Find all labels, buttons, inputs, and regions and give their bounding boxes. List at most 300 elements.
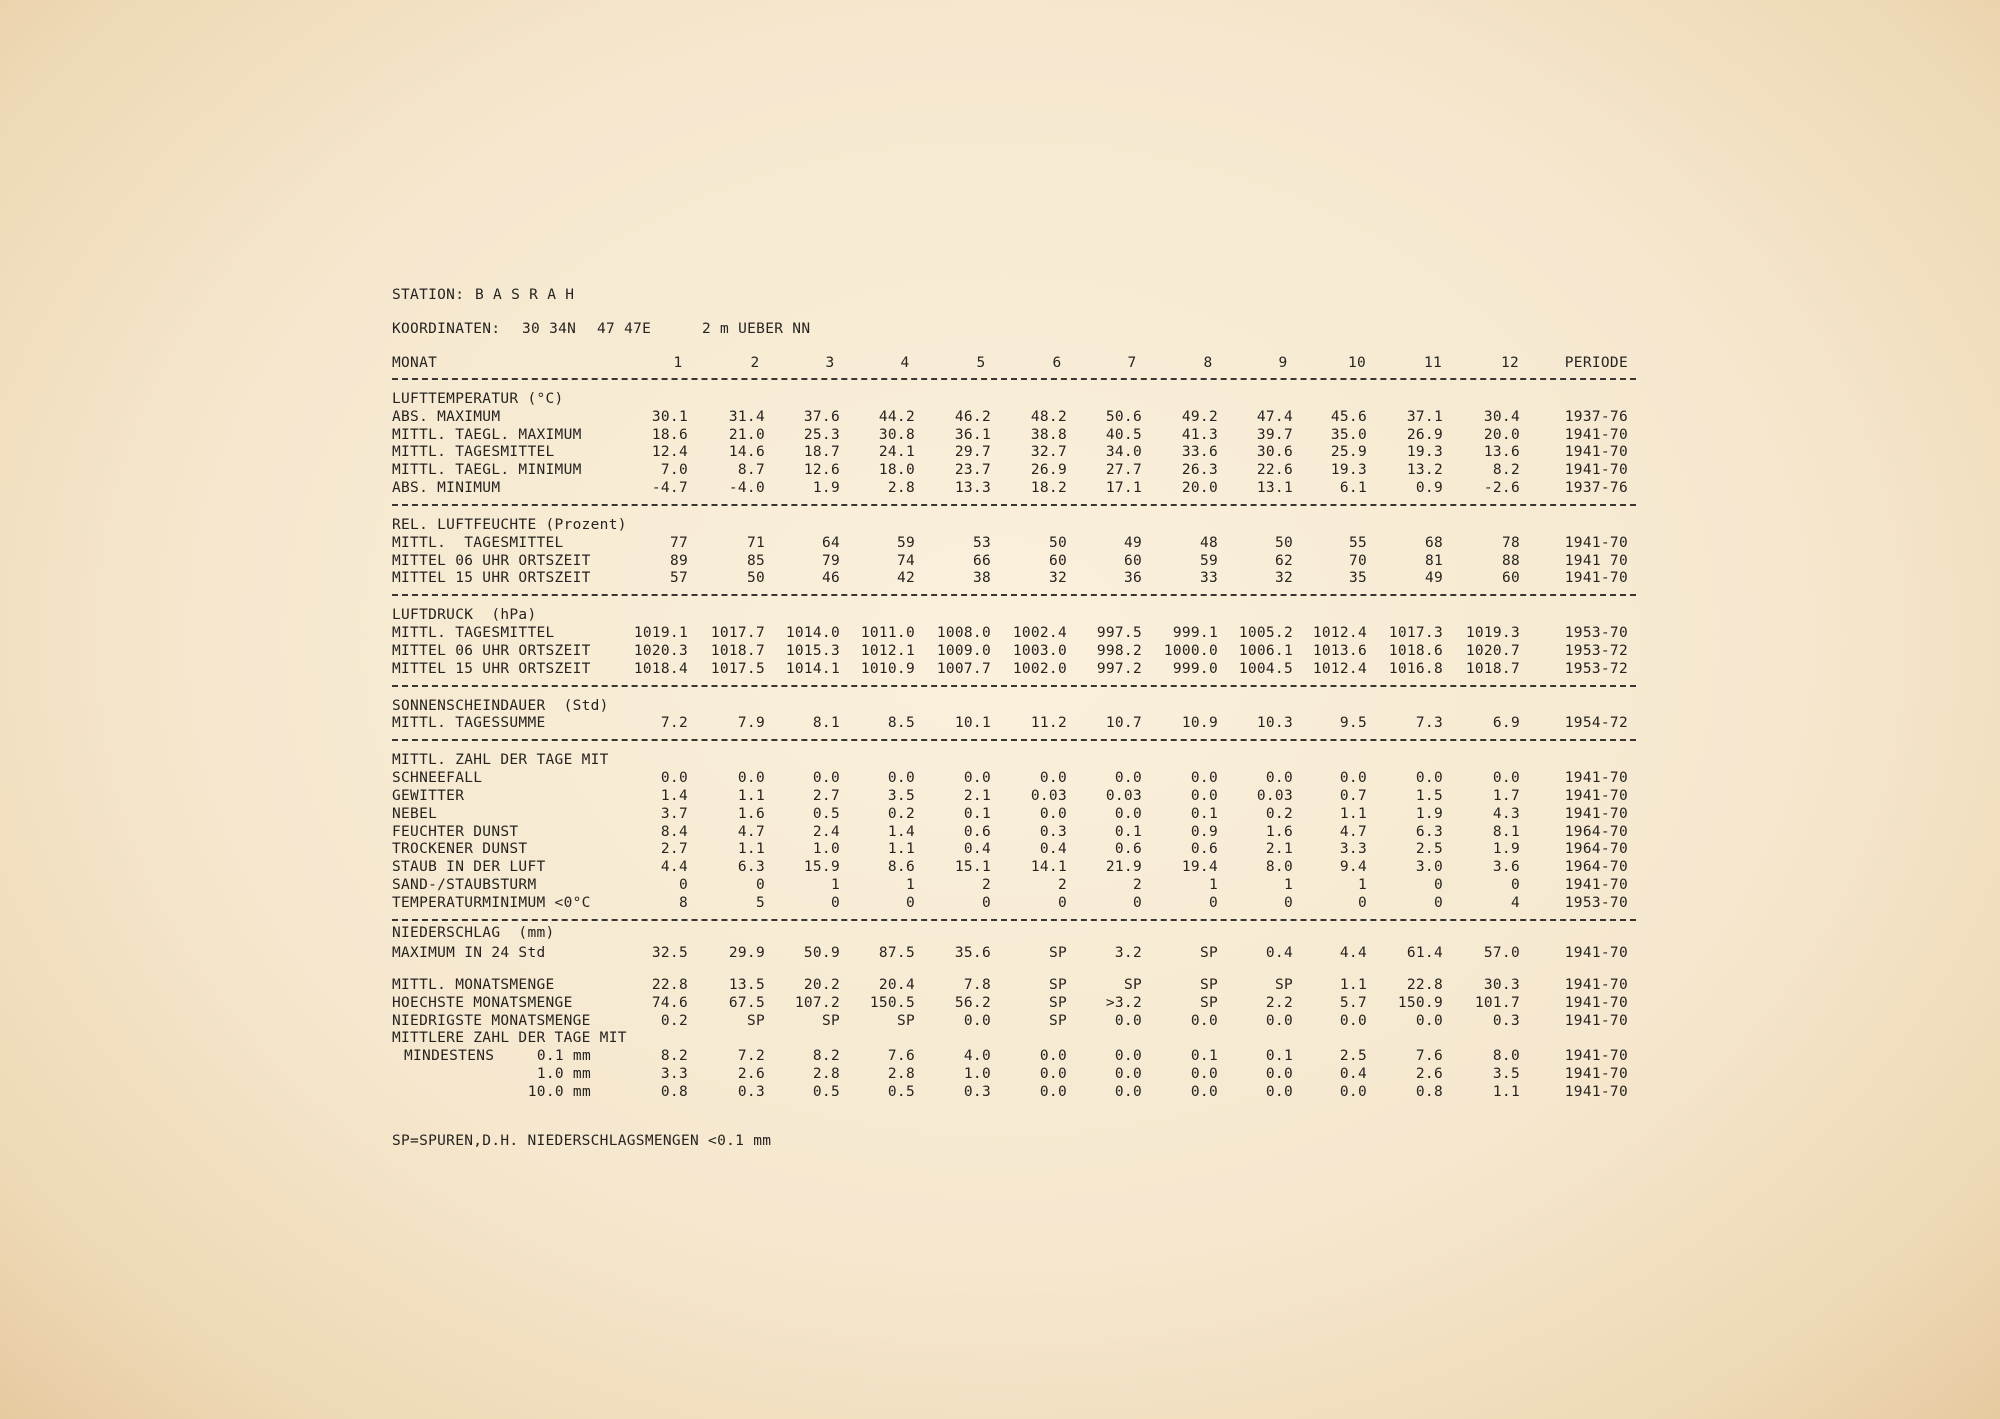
- section-row-value: 2.7: [660, 841, 688, 858]
- precipitation-max24-row-value: SP: [1048, 945, 1067, 961]
- separator-line: [392, 685, 1636, 687]
- section-row-value: 0.6: [963, 823, 991, 840]
- section-row-value: 19.4: [1181, 859, 1218, 876]
- coordinates-latitude: 30 34N: [522, 321, 577, 337]
- precipitation-days-value: 2.8: [887, 1066, 915, 1082]
- section-row-value: 2: [1057, 876, 1067, 893]
- section-title: LUFTTEMPERATUR (°C): [392, 391, 564, 407]
- section-row-value: 1020.7: [1465, 643, 1520, 659]
- section-row-value: 39.7: [1256, 426, 1293, 443]
- section-row-value: 1000.0: [1163, 643, 1218, 659]
- section-row-value: 0.7: [1339, 787, 1367, 804]
- section-row-value: 77: [669, 534, 688, 551]
- section-row-value: 33.6: [1181, 444, 1218, 461]
- separator-line: [392, 739, 1636, 741]
- section-row-value: 48.2: [1030, 408, 1067, 425]
- section-row-value: 7.9: [737, 715, 765, 732]
- section-row-label: MITTEL 15 UHR ORTSZEIT: [392, 570, 591, 587]
- precipitation-row-value: SP: [746, 1012, 765, 1029]
- section-row-period: 1953-70: [1564, 894, 1628, 911]
- precipitation-row-value: SP: [1199, 994, 1218, 1011]
- section-row-value: 0: [1132, 894, 1142, 911]
- section-title: MITTL. ZAHL DER TAGE MIT: [392, 752, 609, 769]
- precipitation-row-value: 13.5: [728, 977, 765, 993]
- header-month-2: 2: [750, 355, 760, 371]
- precipitation-row-value: 56.2: [954, 994, 991, 1011]
- section-row-value: 18.2: [1030, 480, 1067, 496]
- precipitation-days-value: 0.8: [660, 1083, 688, 1100]
- section-row-value: 6.3: [737, 859, 765, 876]
- section-row-value: 0.0: [737, 770, 765, 787]
- section-row-value: 21.9: [1105, 859, 1142, 876]
- section-row-value: 1.9: [812, 480, 840, 496]
- section-row-value: 36: [1123, 570, 1142, 587]
- section-row-value: 1019.1: [633, 625, 688, 642]
- section-row-value: 1019.3: [1465, 625, 1520, 642]
- coordinates-label: KOORDINATEN:: [392, 321, 501, 337]
- section-row-label: MITTEL 06 UHR ORTSZEIT: [392, 552, 591, 569]
- section-row-value: -4.0: [728, 480, 765, 496]
- precipitation-row-label: MITTL. MONATSMENGE: [392, 977, 555, 993]
- header-month-7: 7: [1127, 355, 1137, 371]
- precipitation-days-value: 2.6: [1415, 1066, 1443, 1082]
- coordinates-longitude: 47 47E: [597, 321, 652, 337]
- precipitation-days-threshold: 1.0 mm: [536, 1066, 591, 1082]
- section-row-value: 49: [1424, 570, 1443, 587]
- section-row-value: 15.9: [803, 859, 840, 876]
- section-row-value: 17.1: [1105, 480, 1142, 496]
- section-row-value: 2.7: [812, 787, 840, 804]
- section-row-value: 1016.8: [1388, 660, 1443, 677]
- precipitation-max24-row-value: 4.4: [1339, 945, 1367, 961]
- section-row-value: 31.4: [728, 408, 765, 425]
- section-row-value: 60: [1501, 570, 1520, 587]
- section-row-value: 1017.5: [710, 660, 765, 677]
- section-row-period: 1954-72: [1564, 715, 1628, 732]
- section-row-value: 0.0: [1114, 805, 1142, 822]
- section-row-value: 4.3: [1492, 805, 1520, 822]
- section-row-value: 0: [1208, 894, 1218, 911]
- section-row-value: 40.5: [1105, 426, 1142, 443]
- section-row-value: 30.6: [1256, 444, 1293, 461]
- section-row-value: 66: [972, 552, 991, 569]
- precipitation-row-value: 7.8: [963, 977, 991, 993]
- precipitation-row-value: SP: [896, 1012, 915, 1029]
- precipitation-row-value: 20.2: [803, 977, 840, 993]
- precipitation-row-value: SP: [1123, 977, 1142, 993]
- section-row-value: 13.2: [1406, 462, 1443, 479]
- precipitation-days-value: 0.0: [1039, 1083, 1067, 1100]
- section-row-period: 1941 70: [1564, 552, 1628, 569]
- precipitation-max24-row-value: 87.5: [878, 945, 915, 961]
- precipitation-max24-row-value: 29.9: [728, 945, 765, 961]
- precipitation-days-title: MITTLERE ZAHL DER TAGE MIT: [392, 1030, 627, 1047]
- section-row-value: 3.7: [660, 805, 688, 822]
- section-row-value: 0: [905, 894, 915, 911]
- section-row-value: 29.7: [954, 444, 991, 461]
- precipitation-row-value: 22.8: [651, 977, 688, 993]
- section-row-value: 1018.7: [710, 643, 765, 659]
- precipitation-days-value: 0.3: [963, 1083, 991, 1100]
- header-month-10: 10: [1347, 355, 1367, 371]
- section-row-value: 57: [669, 570, 688, 587]
- precipitation-days-value: 0.8: [1415, 1083, 1443, 1100]
- section-row-value: 26.3: [1181, 462, 1218, 479]
- section-row-value: 55: [1348, 534, 1367, 551]
- section-row-period: 1937-76: [1564, 480, 1628, 496]
- section-row-value: 8.1: [1492, 823, 1520, 840]
- section-row-value: 46: [821, 570, 840, 587]
- header-period: PERIODE: [1564, 355, 1628, 371]
- section-row-value: 0.3: [1039, 823, 1067, 840]
- section-row-value: 30.4: [1483, 408, 1520, 425]
- section-row-value: 48: [1199, 534, 1218, 551]
- section-row-value: 1012.1: [860, 643, 915, 659]
- footnote: SP=SPUREN,D.H. NIEDERSCHLAGSMENGEN <0.1 mm: [392, 1133, 772, 1149]
- section-row-value: 0.0: [1039, 805, 1067, 822]
- precipitation-row-value: 0.0: [1265, 1012, 1293, 1029]
- section-row-value: 5: [755, 894, 765, 911]
- section-row-value: 2.1: [963, 787, 991, 804]
- precipitation-days-value: 0.5: [887, 1083, 915, 1100]
- section-row-value: 1009.0: [936, 643, 991, 659]
- precipitation-days-value: 0.0: [1190, 1066, 1218, 1082]
- precipitation-title: NIEDERSCHLAG (mm): [392, 925, 555, 941]
- section-row-value: 12.4: [651, 444, 688, 461]
- section-row-value: 30.1: [651, 408, 688, 425]
- precipitation-days-value: 0.0: [1114, 1083, 1142, 1100]
- section-row-value: 64: [821, 534, 840, 551]
- section-row-label: MITTL. TAGESMITTEL: [392, 534, 564, 551]
- section-row-label: MITTL. TAGESMITTEL: [392, 444, 555, 461]
- precipitation-days-value: 0.0: [1114, 1066, 1142, 1082]
- section-row-value: 0.5: [812, 805, 840, 822]
- header-month-label: MONAT: [392, 355, 438, 371]
- section-row-period: 1953-72: [1564, 643, 1628, 659]
- section-row-value: 23.7: [954, 462, 991, 479]
- section-row-value: 3.3: [1339, 841, 1367, 858]
- section-row-value: 1: [1283, 876, 1293, 893]
- section-row-value: 0.03: [1030, 787, 1067, 804]
- precipitation-row-value: 150.9: [1397, 994, 1443, 1011]
- section-row-value: 59: [896, 534, 915, 551]
- section-row-value: 79: [821, 552, 840, 569]
- precipitation-days-value: 1.0: [963, 1066, 991, 1082]
- section-row-value: 85: [746, 552, 765, 569]
- header-month-8: 8: [1203, 355, 1213, 371]
- section-row-value: 50: [1048, 534, 1067, 551]
- section-row-value: 1008.0: [936, 625, 991, 642]
- section-row-value: 8.0: [1265, 859, 1293, 876]
- section-row-value: 37.6: [803, 408, 840, 425]
- section-row-value: 74: [896, 552, 915, 569]
- section-row-label: MITTL. TAEGL. MAXIMUM: [392, 426, 582, 443]
- section-row-label: ABS. MINIMUM: [392, 480, 501, 496]
- section-row-value: 1.1: [887, 841, 915, 858]
- section-row-value: 0: [981, 894, 991, 911]
- precipitation-days-value: 3.5: [1492, 1066, 1520, 1082]
- section-row-value: 0.0: [1265, 770, 1293, 787]
- section-row-value: 22.6: [1256, 462, 1293, 479]
- section-row-value: 60: [1123, 552, 1142, 569]
- section-row-value: 89: [669, 552, 688, 569]
- precipitation-row-period: 1941-70: [1564, 994, 1628, 1011]
- section-row-value: 1: [1357, 876, 1367, 893]
- section-row-value: 21.0: [728, 426, 765, 443]
- section-row-value: 49.2: [1181, 408, 1218, 425]
- header-month-3: 3: [825, 355, 835, 371]
- section-row-period: 1941-70: [1564, 534, 1628, 551]
- section-row-value: 1.1: [1339, 805, 1367, 822]
- section-row-value: 2.4: [812, 823, 840, 840]
- precipitation-row-value: 5.7: [1339, 994, 1367, 1011]
- precipitation-max24-row-value: 35.6: [954, 945, 991, 961]
- section-row-value: 1015.3: [785, 643, 840, 659]
- section-row-value: 35.0: [1330, 426, 1367, 443]
- section-row-period: 1964-70: [1564, 859, 1628, 876]
- section-row-label: FEUCHTER DUNST: [392, 823, 519, 840]
- section-row-period: 1941-70: [1564, 462, 1628, 479]
- section-row-value: 1006.1: [1238, 643, 1293, 659]
- section-row-value: 60: [1048, 552, 1067, 569]
- section-row-value: 0: [830, 894, 840, 911]
- precipitation-row-value: 20.4: [878, 977, 915, 993]
- section-row-value: 18.7: [803, 444, 840, 461]
- section-row-value: 1: [905, 876, 915, 893]
- precipitation-max24-row-value: SP: [1199, 945, 1218, 961]
- section-row-value: 13.6: [1483, 444, 1520, 461]
- section-row-label: MITTEL 15 UHR ORTSZEIT: [392, 660, 591, 677]
- separator-line: [392, 594, 1636, 596]
- section-row-value: 32: [1274, 570, 1293, 587]
- section-row-value: 0.0: [1415, 770, 1443, 787]
- section-row-value: 1.9: [1492, 841, 1520, 858]
- section-row-value: 15.1: [954, 859, 991, 876]
- section-row-value: 1017.7: [710, 625, 765, 642]
- section-row-value: 2.1: [1265, 841, 1293, 858]
- section-row-value: 1.1: [737, 841, 765, 858]
- section-row-value: 0.0: [1190, 787, 1218, 804]
- section-row-value: 78: [1501, 534, 1520, 551]
- precipitation-days-value: 0.0: [1039, 1048, 1067, 1065]
- section-row-value: 0.0: [887, 770, 915, 787]
- section-row-label: MITTEL 06 UHR ORTSZEIT: [392, 643, 591, 659]
- section-row-value: 999.1: [1172, 625, 1218, 642]
- section-row-value: 6.1: [1339, 480, 1367, 496]
- precipitation-days-value: 0.5: [812, 1083, 840, 1100]
- precipitation-max24-row-label: MAXIMUM IN 24 Std: [392, 945, 546, 961]
- section-row-value: 0.0: [1114, 770, 1142, 787]
- section-row-value: 4.7: [737, 823, 765, 840]
- precipitation-row-value: 1.1: [1339, 977, 1367, 993]
- section-row-value: 0.6: [1190, 841, 1218, 858]
- precipitation-days-value: 2.5: [1339, 1048, 1367, 1065]
- separator-line: [392, 919, 1636, 921]
- header-month-1: 1: [673, 355, 683, 371]
- section-row-value: 35: [1348, 570, 1367, 587]
- section-row-value: 6.9: [1492, 715, 1520, 732]
- precipitation-row-value: SP: [1048, 1012, 1067, 1029]
- section-row-value: 0.0: [1190, 770, 1218, 787]
- section-row-value: 0.03: [1256, 787, 1293, 804]
- section-row-value: 62: [1274, 552, 1293, 569]
- header-month-5: 5: [976, 355, 986, 371]
- section-row-value: 1: [1208, 876, 1218, 893]
- precipitation-days-value: 0.4: [1339, 1066, 1367, 1082]
- precipitation-days-value: 0.1: [1190, 1048, 1218, 1065]
- precipitation-max24-row-value: 0.4: [1265, 945, 1293, 961]
- section-row-period: 1941-70: [1564, 444, 1628, 461]
- section-title: SONNENSCHEINDAUER (Std): [392, 697, 609, 714]
- section-row-value: 32: [1048, 570, 1067, 587]
- precipitation-max24-row-value: 32.5: [651, 945, 688, 961]
- coordinates-elevation: 2 m UEBER NN: [702, 321, 811, 337]
- section-row-value: 3.5: [887, 787, 915, 804]
- section-row-period: 1964-70: [1564, 841, 1628, 858]
- section-row-value: 14.1: [1030, 859, 1067, 876]
- section-row-value: 998.2: [1096, 643, 1142, 659]
- precipitation-row-value: 0.2: [660, 1012, 688, 1029]
- section-row-value: 19.3: [1330, 462, 1367, 479]
- precipitation-row-value: 22.8: [1406, 977, 1443, 993]
- section-row-value: 0.2: [1265, 805, 1293, 822]
- precipitation-max24-row-value: 57.0: [1483, 945, 1520, 961]
- section-row-value: 45.6: [1330, 408, 1367, 425]
- section-row-value: 0.0: [1339, 770, 1367, 787]
- section-row-value: 13.3: [954, 480, 991, 496]
- section-row-value: 38: [972, 570, 991, 587]
- section-row-value: 1.6: [1265, 823, 1293, 840]
- section-row-value: 1004.5: [1238, 660, 1293, 677]
- precipitation-days-value: 4.0: [963, 1048, 991, 1065]
- section-row-value: 50: [1274, 534, 1293, 551]
- section-row-value: 34.0: [1105, 444, 1142, 461]
- section-row-label: TEMPERATURMINIMUM <0°C: [392, 894, 591, 911]
- section-row-value: 999.0: [1172, 660, 1218, 677]
- precipitation-row-value: 0.0: [963, 1012, 991, 1029]
- section-row-label: SCHNEEFALL: [392, 770, 483, 787]
- section-row-value: 1018.4: [633, 660, 688, 677]
- section-row-value: 10.7: [1105, 715, 1142, 732]
- precipitation-row-value: 2.2: [1265, 994, 1293, 1011]
- precipitation-row-label: HOECHSTE MONATSMENGE: [392, 994, 573, 1011]
- section-row-value: 50.6: [1105, 408, 1142, 425]
- section-row-value: 42: [896, 570, 915, 587]
- section-row-period: 1937-76: [1564, 408, 1628, 425]
- precipitation-days-threshold: 10.0 mm: [527, 1083, 591, 1100]
- section-row-value: 6.3: [1415, 823, 1443, 840]
- section-row-value: 0.0: [963, 770, 991, 787]
- section-row-value: 0: [755, 876, 765, 893]
- precipitation-row-value: SP: [1274, 977, 1293, 993]
- precipitation-days-value: 0.1: [1265, 1048, 1293, 1065]
- section-row-period: 1964-70: [1564, 823, 1628, 840]
- precipitation-days-value: 2.6: [737, 1066, 765, 1082]
- section-row-value: 8.4: [660, 823, 688, 840]
- section-row-value: 50: [746, 570, 765, 587]
- precipitation-row-label: NIEDRIGSTE MONATSMENGE: [392, 1012, 591, 1029]
- section-row-value: 8.2: [1492, 462, 1520, 479]
- section-row-value: 1014.1: [785, 660, 840, 677]
- section-row-value: 0.0: [812, 770, 840, 787]
- section-row-period: 1941-70: [1564, 426, 1628, 443]
- section-row-value: 1002.4: [1012, 625, 1067, 642]
- section-row-value: 0.9: [1190, 823, 1218, 840]
- precipitation-row-value: 74.6: [651, 994, 688, 1011]
- section-row-value: 18.6: [651, 426, 688, 443]
- header-month-12: 12: [1500, 355, 1520, 371]
- section-row-value: 8.5: [887, 715, 915, 732]
- precipitation-days-value: 3.3: [660, 1066, 688, 1082]
- section-row-value: 0.1: [1190, 805, 1218, 822]
- section-row-value: 20.0: [1181, 480, 1218, 496]
- precipitation-row-value: 107.2: [794, 994, 840, 1011]
- section-row-value: 0.4: [1039, 841, 1067, 858]
- section-row-period: 1953-70: [1564, 625, 1628, 642]
- precipitation-row-value: 0.0: [1339, 1012, 1367, 1029]
- section-row-value: 1007.7: [936, 660, 991, 677]
- section-row-value: 0: [1433, 876, 1443, 893]
- section-row-period: 1941-70: [1564, 570, 1628, 587]
- section-row-value: 49: [1123, 534, 1142, 551]
- section-row-value: 0.03: [1105, 787, 1142, 804]
- section-row-value: 11.2: [1030, 715, 1067, 732]
- precipitation-days-value: 0.0: [1339, 1083, 1367, 1100]
- section-row-value: 1013.6: [1312, 643, 1367, 659]
- section-row-value: -4.7: [651, 480, 688, 496]
- section-row-value: 2: [1132, 876, 1142, 893]
- section-row-label: MITTL. TAEGL. MINIMUM: [392, 462, 582, 479]
- section-row-label: MITTL. TAGESMITTEL: [392, 625, 555, 642]
- precipitation-row-value: 30.3: [1483, 977, 1520, 993]
- section-row-value: 0.0: [1039, 770, 1067, 787]
- section-row-value: 19.3: [1406, 444, 1443, 461]
- section-row-value: 36.1: [954, 426, 991, 443]
- section-row-value: 1010.9: [860, 660, 915, 677]
- section-row-value: 30.8: [878, 426, 915, 443]
- header-month-4: 4: [900, 355, 910, 371]
- section-row-value: 0: [1433, 894, 1443, 911]
- precipitation-days-period: 1941-70: [1564, 1083, 1628, 1100]
- section-row-value: 0.4: [963, 841, 991, 858]
- section-row-value: 2: [981, 876, 991, 893]
- section-row-value: 24.1: [878, 444, 915, 461]
- precipitation-row-value: 0.0: [1415, 1012, 1443, 1029]
- section-row-value: 8: [678, 894, 688, 911]
- header-month-11: 11: [1423, 355, 1443, 371]
- section-row-label: SAND-/STAUBSTURM: [392, 876, 537, 893]
- section-row-value: 1012.4: [1312, 625, 1367, 642]
- precipitation-row-value: 0.3: [1492, 1012, 1520, 1029]
- precipitation-row-value: SP: [1199, 977, 1218, 993]
- section-row-value: 1.5: [1415, 787, 1443, 804]
- section-row-value: 32.7: [1030, 444, 1067, 461]
- precipitation-days-label: MINDESTENS: [404, 1048, 495, 1065]
- section-row-value: 0: [678, 876, 688, 893]
- precipitation-row-value: SP: [821, 1012, 840, 1029]
- section-row-value: 0.1: [963, 805, 991, 822]
- section-row-value: 7.2: [660, 715, 688, 732]
- precipitation-days-period: 1941-70: [1564, 1066, 1628, 1082]
- section-row-value: 10.3: [1256, 715, 1293, 732]
- section-row-value: 9.4: [1339, 859, 1367, 876]
- section-row-value: 1.1: [737, 787, 765, 804]
- section-row-value: 1.6: [737, 805, 765, 822]
- section-row-value: 8.6: [887, 859, 915, 876]
- section-row-value: 1: [830, 876, 840, 893]
- precipitation-days-value: 7.6: [887, 1048, 915, 1065]
- section-row-value: 0.9: [1415, 480, 1443, 496]
